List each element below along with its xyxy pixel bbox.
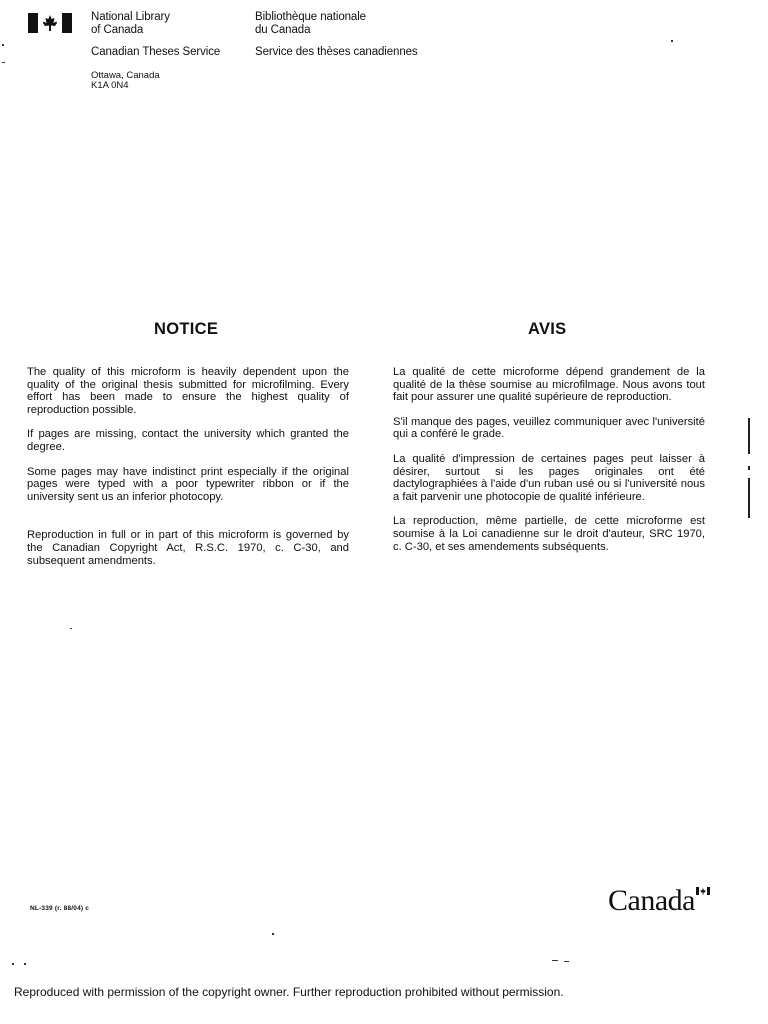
scan-speck <box>70 628 72 629</box>
canada-wordmark: Canada <box>608 884 695 917</box>
scan-speck <box>2 44 4 46</box>
scan-speck <box>564 961 569 962</box>
notice-paragraph-copyright: Reproduction in full or in part of this microform is governed by the Canadian Copyright Act, R.S.C. 1970, c. C-30, and subsequent amendments. <box>27 529 349 567</box>
reproduction-notice: Reproduced with permission of the copyright owner. Further reproduction prohibited without permission. <box>14 985 564 999</box>
address-city: Ottawa, Canada <box>91 70 160 81</box>
avis-title: AVIS <box>528 320 567 338</box>
scan-speck <box>12 963 14 965</box>
scan-speck <box>552 960 558 961</box>
notice-column <box>27 366 349 567</box>
notice-paragraph-indistinct-print: Some pages may have indistinct print especially if the original pages were typed with a poor typewriter ribbon or if the university sent us an inferior photocopy. <box>27 465 349 503</box>
avis-paragraph-impression: La qualité d'impression de certaines pages peut laisser à désirer, surtout si les pages originales ont été dactylographiées à l'aide d'un ruban usé ou si l'université nous a fait parvenir une photocopie de qualité inférieure. <box>393 452 705 503</box>
address <box>91 71 160 91</box>
avis-column <box>393 366 705 553</box>
scan-speck <box>24 963 26 965</box>
wordmark-flag-icon <box>696 887 710 895</box>
scan-speck <box>2 62 5 63</box>
en-organization <box>91 11 170 37</box>
fr-org-line-1: Bibliothèque nationale <box>255 11 366 23</box>
scan-edge-mark <box>748 418 750 454</box>
en-org-line-2: of Canada <box>91 24 144 36</box>
notice-paragraph-quality: The quality of this microform is heavily dependent upon the quality of the original thesis submitted for microfilming. Every effort has been made to ensure the highest quality of reproduction possible. <box>27 366 349 416</box>
en-service: Canadian Theses Service <box>91 46 221 58</box>
scan-speck <box>272 933 274 935</box>
scan-edge-mark <box>748 466 750 470</box>
fr-service: Service des thèses canadiennes <box>255 46 418 58</box>
fr-organization <box>255 11 366 37</box>
en-org-line-1: National Library <box>91 11 170 23</box>
fr-org-line-2: du Canada <box>255 24 311 36</box>
scan-edge-mark <box>748 478 750 518</box>
avis-paragraph-pages-manquantes: S'il manque des pages, veuillez communiquer avec l'université qui a conféré le grade. <box>393 415 705 441</box>
notice-title: NOTICE <box>154 320 219 338</box>
form-code: NL-339 (r. 88/04) c <box>30 905 90 912</box>
avis-paragraph-droit-auteur: La reproduction, même partielle, de cette microforme est soumise à la Loi canadienne sur le droit d'auteur, SRC 1970, c. C-30, et ses amendements subséquents. <box>393 515 705 553</box>
scan-speck <box>671 40 673 42</box>
avis-paragraph-qualite: La qualité de cette microforme dépend grandement de la qualité de la thèse soumise au microfilmage. Nous avons tout fait pour assurer une qualité supérieure de reproduction. <box>393 366 705 404</box>
address-postal-code: K1A 0N4 <box>91 80 129 91</box>
canada-flag-icon <box>28 12 72 34</box>
notice-paragraph-missing-pages: If pages are missing, contact the university which granted the degree. <box>27 428 349 453</box>
